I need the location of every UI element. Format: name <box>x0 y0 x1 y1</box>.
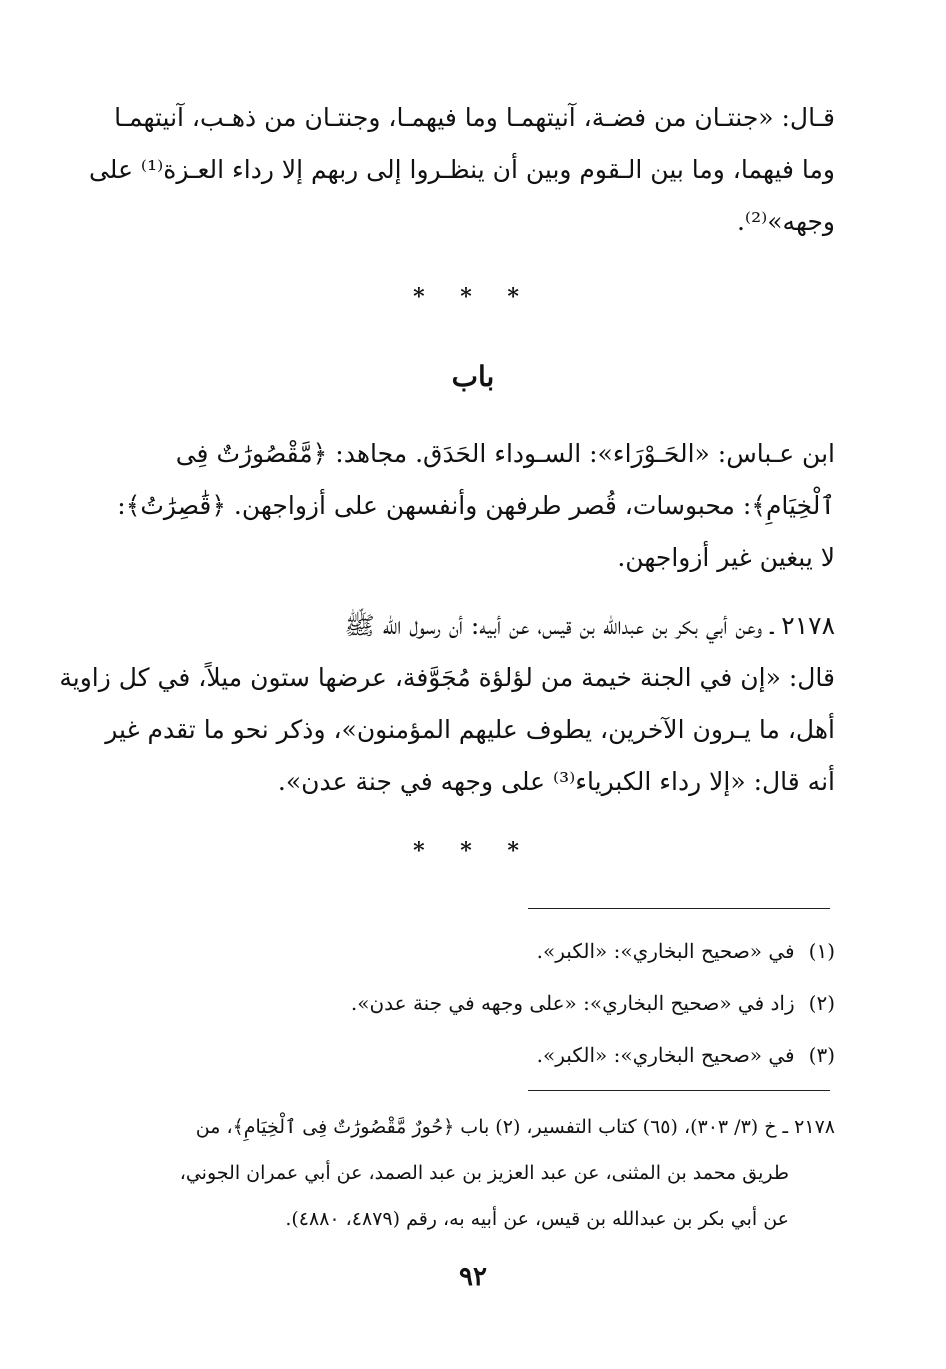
takhrij-note <box>110 1104 835 1242</box>
footnote <box>110 977 835 1029</box>
section-line-2: ٱلْخِيَامِ﴾: محبوسات، قُصر طرفهن وأنفسهن على أزواجهن. ﴿قَٰصِرَٰتُ﴾: <box>117 491 835 520</box>
hadith-line-1: ٢١٧٨ ـ وعن أبي بكر بن عبدالله بن قيس، عن أبيه: أن رسول الله ﷺ <box>344 611 835 640</box>
section-separator: * * * <box>413 838 533 864</box>
footnote-text: زاد في «صحيح البخاري»: «على وجهه في جنة عدن». <box>350 991 795 1015</box>
footnote-text: في «صحيح البخاري»: «الكبر». <box>536 939 795 963</box>
section-line-3: لا يبغين غير أزواجهن. <box>617 543 835 572</box>
footnote <box>110 1029 835 1081</box>
section-title: باب <box>451 360 495 393</box>
section-line-1: ابن عـباس: «الحَـوْرَاء»: السـوداء الحَدَق. مجاهد: ﴿مَّقْصُورَٰتٌ فِى <box>175 439 835 468</box>
intro-line-3: وجهه»⁽²⁾. <box>736 207 835 236</box>
section-separator: * * * <box>413 284 533 310</box>
hadith-line-4: أنه قال: «إلا رداء الكبرياء⁽³⁾ على وجهه في جنة عدن». <box>277 767 835 796</box>
hadith-paragraph <box>59 600 835 808</box>
footnote <box>110 925 835 977</box>
section-paragraph <box>110 428 835 584</box>
footnotes <box>110 925 835 1081</box>
intro-paragraph <box>88 92 835 248</box>
footnote-number: (١) <box>808 939 835 963</box>
takhrij-line-1: ٢١٧٨ ـ خ (٣/ ٣٠٣)، (٦٥) كتاب التفسير، (٢) باب ﴿حُورٌ مَّقْصُورَٰتٌ فِى ٱلْخِيَامِ﴾، من <box>195 1116 835 1138</box>
footnote-number: (٣) <box>808 1043 835 1067</box>
footnote-divider <box>528 908 830 909</box>
intro-line-1: قـال: «جنتـان من فضـة، آنيتهمـا وما فيهمـا، وجنتـان من ذهـب، آنيتهمـا <box>114 103 835 132</box>
footnote-number: (٢) <box>808 991 835 1015</box>
footnote-text: في «صحيح البخاري»: «الكبر». <box>536 1043 795 1067</box>
takhrij-line-2: طريق محمد بن المثنى، عن عبد العزيز بن عبد الصمد، عن أبي عمران الجوني، <box>179 1162 789 1184</box>
intro-line-2: وما فيهما، وما بين الـقوم وبين أن ينظـروا إلى ربهم إلا رداء العـزة⁽¹⁾ على <box>88 155 835 184</box>
takhrij-divider <box>528 1090 830 1091</box>
hadith-line-3: أهل، ما يـرون الآخرين، يطوف عليهم المؤمنون»، وذكر نحو ما تقدم غير <box>105 715 835 744</box>
page-number: ٩٢ <box>459 1262 487 1292</box>
takhrij-line-3: عن أبي بكر بن عبدالله بن قيس، عن أبيه به، رقم (٤٨٧٩، ٤٨٨٠). <box>285 1208 789 1230</box>
hadith-line-2: قال: «إن في الجنة خيمة من لؤلؤة مُجَوَّفة، عرضها ستون ميلاً، في كل زاوية <box>59 663 835 692</box>
